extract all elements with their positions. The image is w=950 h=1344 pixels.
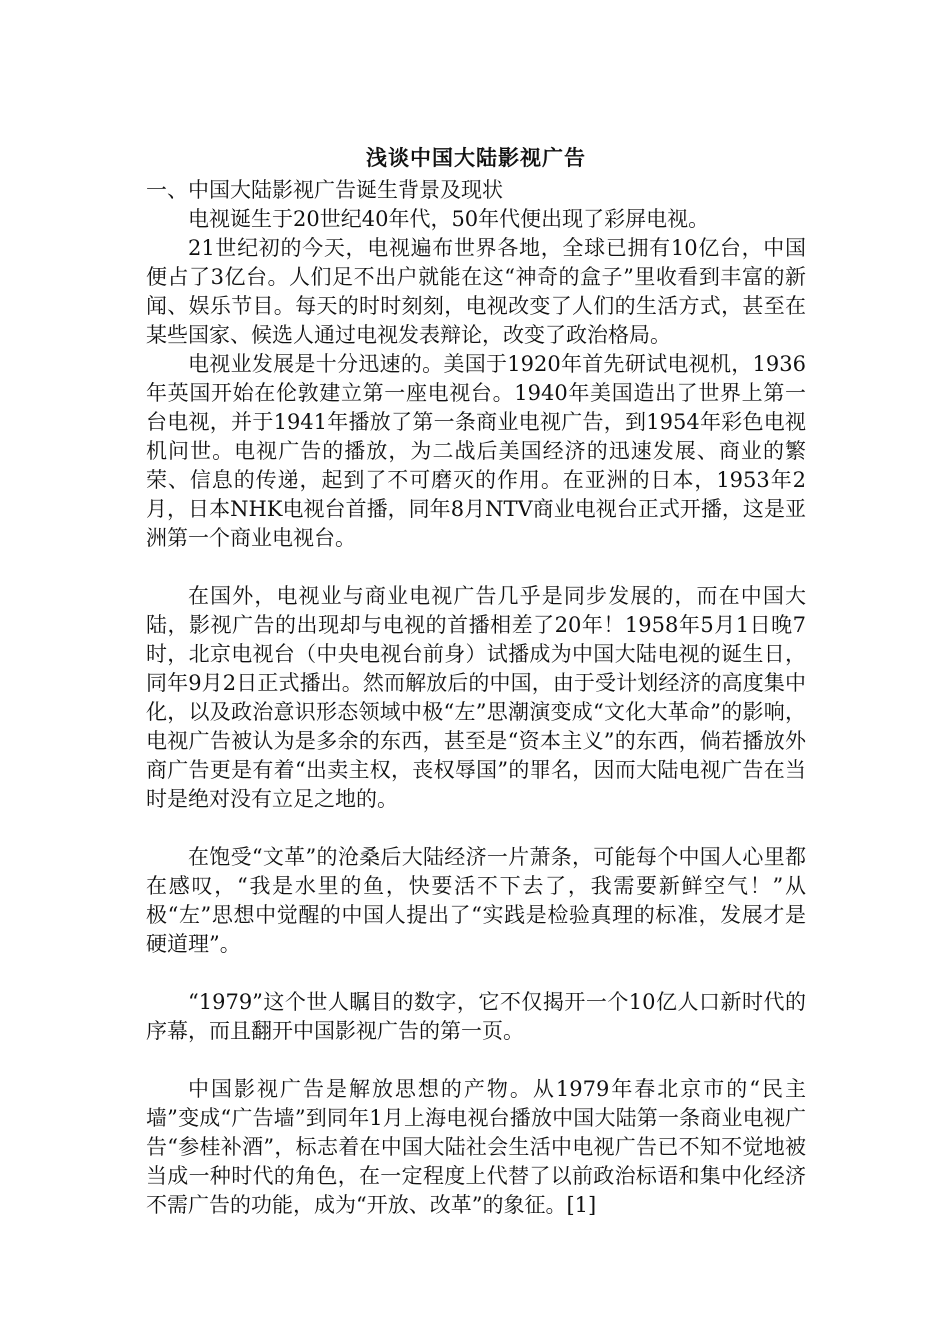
paragraph: 21世纪初的今天，电视遍布世界各地，全球已拥有10亿台，中国便占了3亿台。人们足不出户就能在这“神奇的盒子”里收看到丰富的新闻、娱乐节目。每天的时时刻刻，电视改变了人们的生活方式，甚至在某些国家、候选人通过电视发表辩论，改变了政治格局。 (146, 236, 806, 347)
paragraph: 中国影视广告是解放思想的产物。从1979年春北京市的“民主墙”变成“广告墙”到同年1月上海电视台播放中国大陆第一条商业电视广告“参桂补酒”，标志着在中国大陆社会生活中电视广告已不知不觉地被当成一种时代的角色，在一定程度上代替了以前政治标语和集中化经济不需广告的功能，成为“开放、改革”的象征。[1] (146, 1077, 806, 1217)
document-page (146, 140, 806, 1220)
paragraph: 在饱受“文革”的沧桑后大陆经济一片萧条，可能每个中国人心里都在感叹，“我是水里的鱼，快要活不下去了，我需要新鲜空气！”从极“左”思想中觉醒的中国人提出了“实践是检验真理的标准，发展才是硬道理”。 (146, 845, 806, 956)
paragraph: “1979”这个世人瞩目的数字，它不仅揭开一个10亿人口新时代的序幕，而且翻开中国影视广告的第一页。 (146, 990, 806, 1043)
paragraph: 电视诞生于20世纪40年代，50年代便出现了彩屏电视。 (188, 207, 710, 231)
section-heading: 一、中国大陆影视广告诞生背景及现状 (146, 178, 503, 202)
paragraph: 在国外，电视业与商业电视广告几乎是同步发展的，而在中国大陆，影视广告的出现却与电视的首播相差了20年！1958年5月1日晚7时，北京电视台（中央电视台前身）试播成为中国大陆电视的诞生日，同年9月2日正式播出。然而解放后的中国，由于受计划经济的高度集中化，以及政治意识形态领域中极“左”思潮演变成“文化大革命”的影响，电视广告被认为是多余的东西，甚至是“资本主义”的东西，倘若播放外商广告更是有着“出卖主权，丧权辱国”的罪名，因而大陆电视广告在当时是绝对没有立足之地的。 (146, 584, 806, 811)
paragraph: 电视业发展是十分迅速的。美国于1920年首先研试电视机，1936年英国开始在伦敦建立第一座电视台。1940年美国造出了世界上第一台电视，并于1941年播放了第一条商业电视广告，到1954年彩色电视机问世。电视广告的播放，为二战后美国经济的迅速发展、商业的繁荣、信息的传递，起到了不可磨灭的作用。在亚洲的日本，1953年2月，日本NHK电视台首播，同年8月NTV商业电视台正式开播，这是亚洲第一个商业电视台。 (146, 352, 806, 550)
document-title: 浅谈中国大陆影视广告 (366, 145, 586, 170)
